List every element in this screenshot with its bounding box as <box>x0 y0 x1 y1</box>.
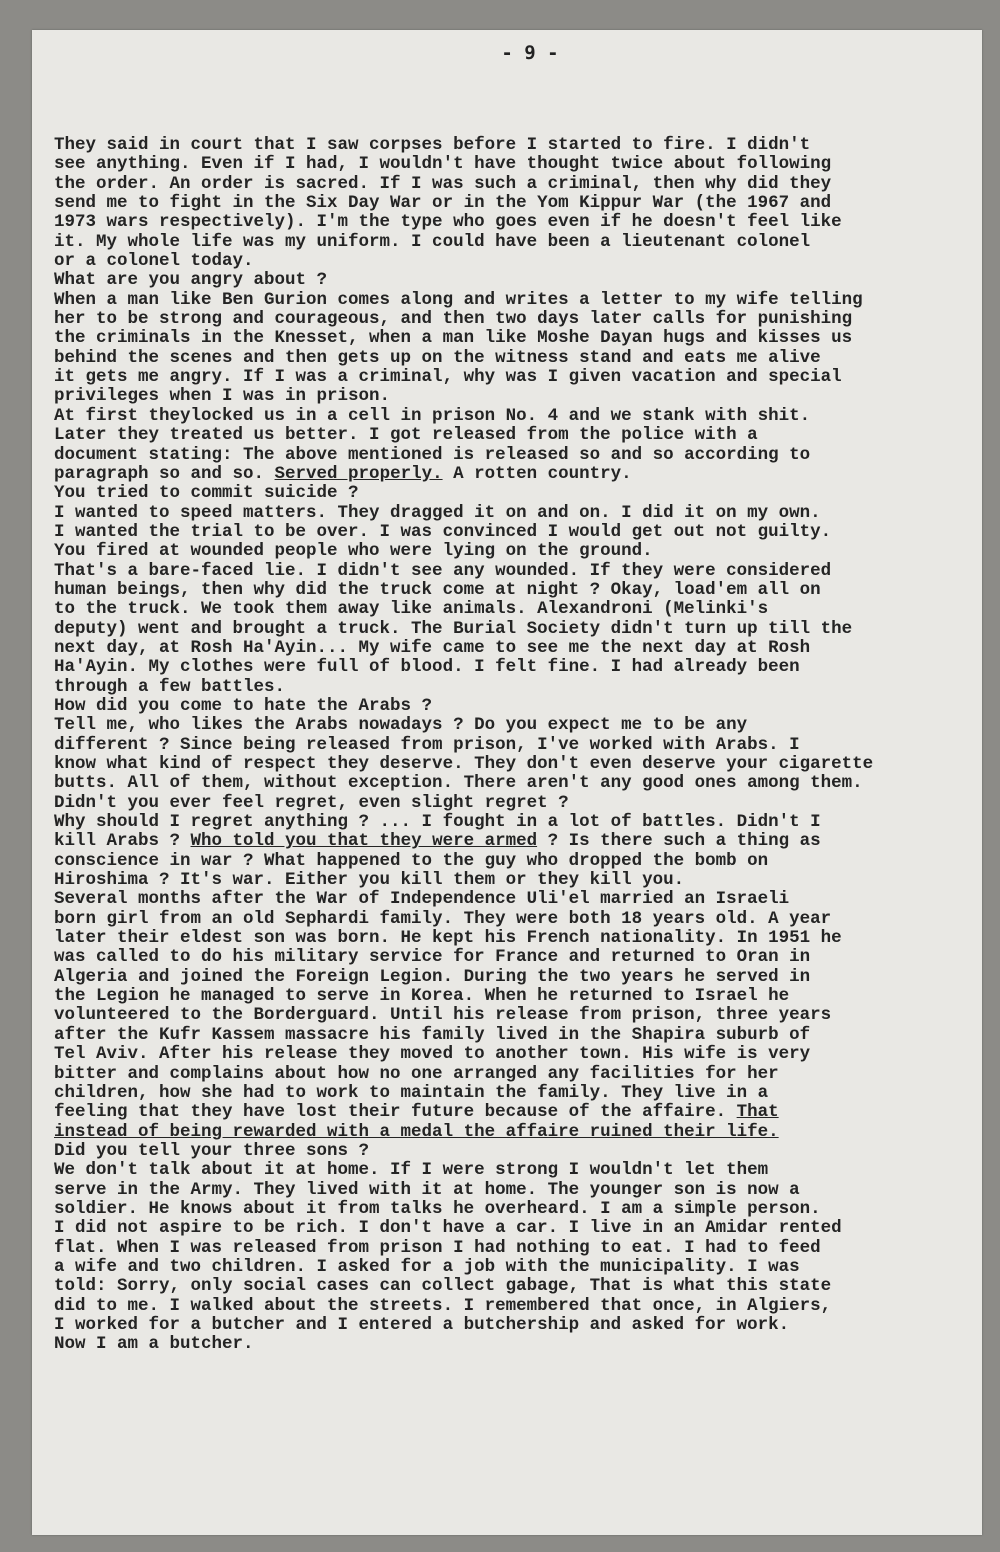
text-line <box>54 271 974 290</box>
text-line <box>54 774 974 793</box>
underlined-text: Served properly. <box>274 463 443 484</box>
line-text: behind the scenes and then gets up on the witness stand and eats me alive <box>54 347 821 368</box>
text-line <box>54 890 974 909</box>
text-line <box>54 504 974 523</box>
text-line <box>54 1103 974 1122</box>
text-line <box>54 1219 974 1238</box>
line-text: Hiroshima ? It's war. Either you kill them or they kill you. <box>54 870 685 891</box>
page-number: - 9 - <box>501 42 559 64</box>
line-text: the criminals in the Knesset, when a man like Moshe Dayan hugs and kisses us <box>54 328 853 349</box>
line-text: We don't talk about it at home. If I were strong I wouldn't let them <box>54 1160 769 1181</box>
text-line <box>54 678 974 697</box>
line-text: see anything. Even if I had, I wouldn't have thought twice about following <box>54 154 832 175</box>
line-text: kill Arabs ? <box>54 831 191 852</box>
text-line <box>54 581 974 600</box>
text-line <box>54 1065 974 1084</box>
text-line <box>54 832 974 851</box>
text-line <box>54 542 974 561</box>
line-text: Tell me, who likes the Arabs nowadays ? Do you expect me to be any <box>54 715 748 736</box>
line-text: deputy) went and brought a truck. The Burial Society didn't turn up till the <box>54 618 853 639</box>
text-line <box>54 484 974 503</box>
line-text: later their eldest son was born. He kept his French nationality. In 1951 he <box>54 928 842 949</box>
line-text: 1973 wars respectively). I'm the type who goes even if he doesn't feel like <box>54 212 842 233</box>
line-text: know what kind of respect they deserve. They don't even deserve your cigarette <box>54 754 874 774</box>
line-text: next day, at Rosh Ha'Ayin... My wife came to see me the next day at Rosh <box>54 637 811 658</box>
text-line <box>54 1297 974 1316</box>
line-text: a wife and two children. I asked for a job with the municipality. I was <box>54 1256 800 1277</box>
text-line <box>54 1239 974 1258</box>
underlined-text: instead of being rewarded with a medal the affaire ruined their life. <box>54 1121 779 1142</box>
line-text: Tel Aviv. After his release they moved to another town. His wife is very <box>54 1044 811 1065</box>
text-line <box>54 987 974 1006</box>
line-text: They said in court that I saw corpses before I started to fire. I didn't <box>54 135 811 155</box>
text-line <box>54 252 974 271</box>
text-line <box>54 562 974 581</box>
line-text: You fired at wounded people who were lying on the ground. <box>54 541 653 562</box>
text-line <box>54 407 974 426</box>
line-text: You tried to commit suicide ? <box>54 483 359 504</box>
line-text: different ? Since being released from prison, I've worked with Arabs. I <box>54 734 800 755</box>
line-text: the order. An order is sacred. If I was such a criminal, then why did they <box>54 173 832 194</box>
line-text: soldier. He knows about it from talks he overheard. I am a simple person. <box>54 1198 821 1219</box>
text-line <box>54 465 974 484</box>
text-line <box>54 1026 974 1045</box>
text-line <box>54 310 974 329</box>
text-line <box>54 1084 974 1103</box>
text-line <box>54 910 974 929</box>
text-line <box>54 1045 974 1064</box>
text-line <box>54 291 974 310</box>
line-text: I wanted to speed matters. They dragged it on and on. I did it on my own. <box>54 502 821 523</box>
text-line <box>54 716 974 735</box>
line-text: Didn't you ever feel regret, even slight regret ? <box>54 792 569 813</box>
line-text: it. My whole life was my uniform. I could have been a lieutenant colonel <box>54 231 811 252</box>
line-text: paragraph so and so. <box>54 463 275 484</box>
text-line <box>54 794 974 813</box>
line-text: conscience in war ? What happened to the guy who dropped the bomb on <box>54 850 769 871</box>
line-text: I did not aspire to be rich. I don't have a car. I live in an Amidar rented <box>54 1218 842 1239</box>
text-line <box>54 155 974 174</box>
line-text: Several months after the War of Independence Uli'el married an Israeli <box>54 889 790 910</box>
text-line <box>54 852 974 871</box>
line-text: How did you come to hate the Arabs ? <box>54 695 433 716</box>
text-line <box>54 736 974 755</box>
text-line <box>54 658 974 677</box>
line-text: born girl from an old Sephardi family. They were both 18 years old. A year <box>54 908 832 929</box>
line-text: told: Sorry, only social cases can collect gabage, That is what this state <box>54 1276 832 1297</box>
text-line <box>54 233 974 252</box>
text-line <box>54 329 974 348</box>
line-text: Later they treated us better. I got released from the police with a <box>54 425 758 446</box>
line-text: privileges when I was in prison. <box>54 386 391 407</box>
line-text: At first theylocked us in a cell in prison No. 4 and we stank with shit. <box>54 405 811 426</box>
text-line <box>54 1123 974 1142</box>
line-text: did to me. I walked about the streets. I remembered that once, in Algiers, <box>54 1295 832 1316</box>
line-text: Why should I regret anything ? ... I fought in a lot of battles. Didn't I <box>54 812 821 833</box>
text-line <box>54 968 974 987</box>
text-line <box>54 1335 974 1354</box>
text-line <box>54 871 974 890</box>
line-text: Now I am a butcher. <box>54 1334 254 1355</box>
line-text: human beings, then why did the truck come at night ? Okay, load'em all on <box>54 579 821 600</box>
line-text: flat. When I was released from prison I had nothing to eat. I had to feed <box>54 1237 821 1258</box>
text-line <box>54 213 974 232</box>
line-text: it gets me angry. If I was a criminal, why was I given vacation and special <box>54 367 842 388</box>
text-line <box>54 813 974 832</box>
line-text-after: ? Is there such a thing as <box>537 831 821 852</box>
text-line <box>54 1142 974 1161</box>
line-text: Did you tell your three sons ? <box>54 1140 370 1161</box>
underlined-text: That <box>736 1102 779 1123</box>
line-text: or a colonel today. <box>54 251 254 272</box>
line-text: serve in the Army. They lived with it at home. The younger son is now a <box>54 1179 800 1200</box>
line-text-after: A rotten country. <box>442 463 632 484</box>
line-text: children, how she had to work to maintain the family. They live in a <box>54 1082 769 1103</box>
text-line <box>54 1316 974 1335</box>
line-text: send me to fight in the Six Day War or in the Yom Kippur War (the 1967 and <box>54 193 832 214</box>
text-line <box>54 697 974 716</box>
text-line <box>54 755 974 774</box>
document-body <box>54 136 974 1355</box>
line-text: volunteered to the Borderguard. Until his release from prison, three years <box>54 1005 832 1026</box>
text-line <box>54 523 974 542</box>
line-text: Algeria and joined the Foreign Legion. During the two years he served in <box>54 966 811 987</box>
line-text: When a man like Ben Gurion comes along and writes a letter to my wife telling <box>54 289 863 310</box>
line-text: her to be strong and courageous, and then two days later calls for punishing <box>54 309 853 330</box>
text-line <box>54 1277 974 1296</box>
text-line <box>54 446 974 465</box>
text-line <box>54 387 974 406</box>
text-line <box>54 1200 974 1219</box>
text-line <box>54 1006 974 1025</box>
text-line <box>54 639 974 658</box>
text-line <box>54 929 974 948</box>
text-line <box>54 948 974 967</box>
text-line <box>54 1161 974 1180</box>
text-line <box>54 1258 974 1277</box>
line-text: feeling that they have lost their future because of the affaire. <box>54 1102 737 1123</box>
line-text: the Legion he managed to serve in Korea. When he returned to Israel he <box>54 986 790 1007</box>
text-line <box>54 136 974 155</box>
text-line <box>54 620 974 639</box>
line-text: What are you angry about ? <box>54 270 328 291</box>
line-text: to the truck. We took them away like animals. Alexandroni (Melinki's <box>54 599 769 620</box>
text-line <box>54 600 974 619</box>
text-line <box>54 349 974 368</box>
line-text: butts. All of them, without exception. There aren't any good ones among them. <box>54 773 863 794</box>
line-text: I worked for a butcher and I entered a butchership and asked for work. <box>54 1314 790 1335</box>
line-text: That's a bare-faced lie. I didn't see any wounded. If they were considered <box>54 560 832 581</box>
line-text: I wanted the trial to be over. I was convinced I would get out not guilty. <box>54 521 832 542</box>
line-text: bitter and complains about how no one arranged any facilities for her <box>54 1063 779 1084</box>
text-line <box>54 368 974 387</box>
text-line <box>54 1181 974 1200</box>
text-line <box>54 175 974 194</box>
text-line <box>54 194 974 213</box>
line-text: after the Kufr Kassem massacre his family lived in the Shapira suburb of <box>54 1024 811 1045</box>
line-text: was called to do his military service for France and returned to Oran in <box>54 947 811 968</box>
text-line <box>54 426 974 445</box>
line-text: through a few battles. <box>54 676 286 697</box>
line-text: document stating: The above mentioned is released so and so according to <box>54 444 811 465</box>
underlined-text: Who told you that they were armed <box>190 831 538 852</box>
line-text: Ha'Ayin. My clothes were full of blood. I felt fine. I had already been <box>54 657 800 678</box>
